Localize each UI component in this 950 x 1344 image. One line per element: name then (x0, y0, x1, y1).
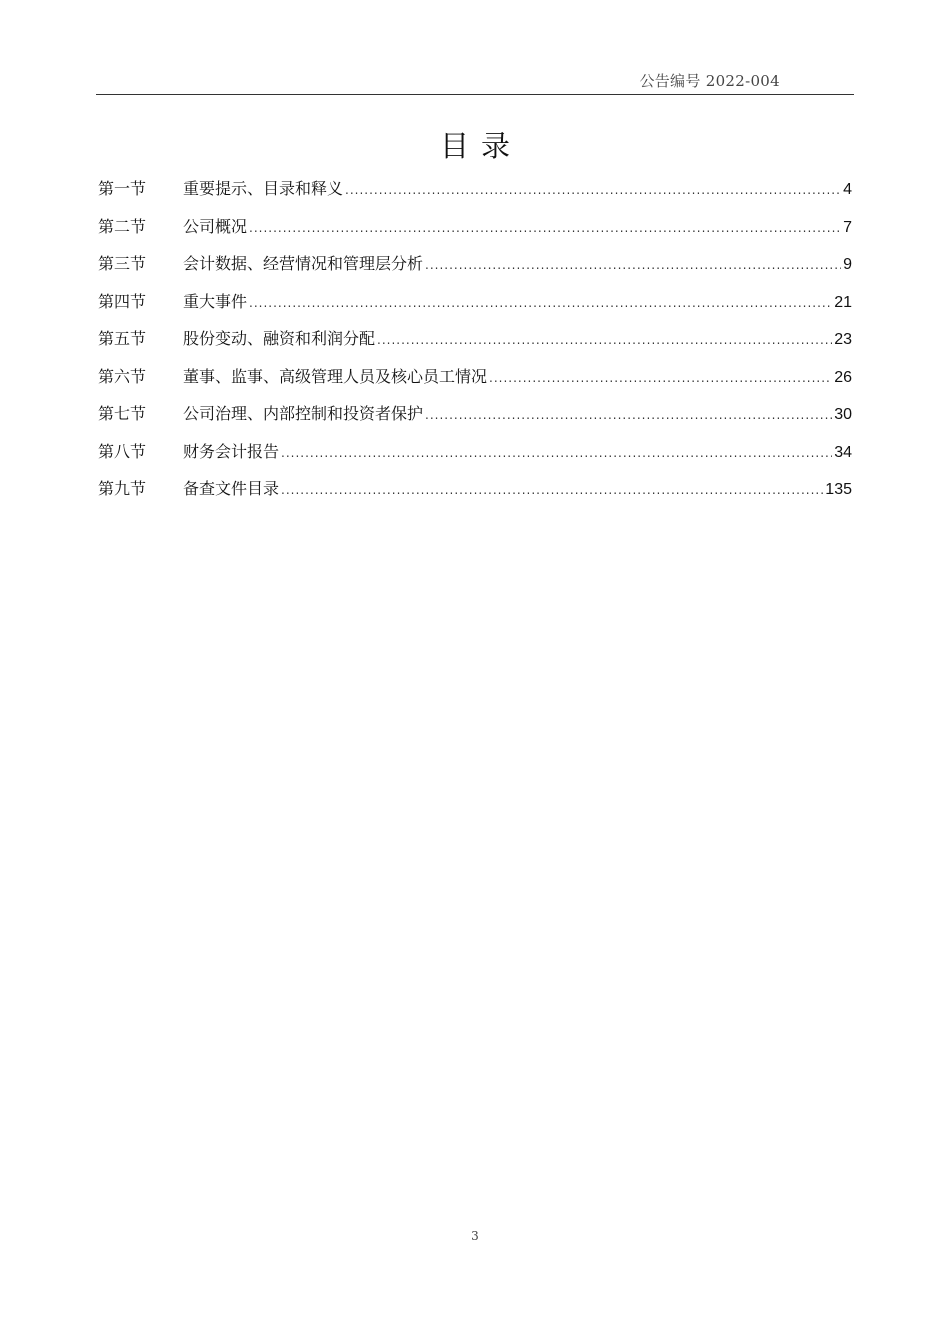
toc-section-label: 第四节 (98, 291, 147, 311)
toc-section-title: 公司治理、内部控制和投资者保护 (183, 404, 424, 423)
toc-page-number: 34 (834, 443, 852, 461)
toc-page-number: 135 (825, 481, 852, 498)
toc-leader-dots (489, 371, 832, 385)
toc-section-title: 公司概况 (183, 216, 248, 236)
toc-leader-dots (281, 446, 832, 460)
toc-section-label: 第五节 (98, 329, 147, 348)
toc-page-number: 9 (843, 256, 852, 273)
toc-section-label: 第三节 (98, 254, 147, 273)
toc-section-title: 会计数据、经营情况和管理层分析 (183, 254, 424, 273)
toc-title: 目录 (439, 129, 522, 163)
toc-leader-dots (281, 483, 823, 497)
toc-page-number: 30 (834, 406, 852, 423)
toc-section-title: 备查文件目录 (183, 479, 280, 498)
toc-leader-dots (249, 221, 841, 235)
toc-section-label: 第二节 (98, 216, 147, 236)
toc-entry-6[interactable] (98, 364, 852, 402)
toc-page-number: 23 (834, 331, 852, 348)
toc-entry-2[interactable] (98, 214, 852, 252)
toc-entry-3[interactable] (98, 251, 852, 289)
toc-leader-dots (425, 408, 832, 422)
toc-section-label: 第一节 (98, 179, 147, 198)
toc-section-title: 财务会计报告 (183, 441, 280, 461)
toc-entry-8[interactable] (98, 439, 852, 477)
toc-page-number: 7 (843, 218, 852, 236)
toc-entry-7[interactable] (98, 401, 852, 439)
toc-leader-dots (249, 296, 832, 310)
page-header (96, 66, 854, 95)
toc-leader-dots (345, 183, 841, 197)
toc-entry-1[interactable] (98, 176, 852, 214)
table-of-contents (98, 176, 852, 514)
toc-section-label: 第七节 (98, 404, 147, 423)
toc-section-label: 第九节 (98, 479, 147, 498)
toc-page-number: 21 (834, 293, 852, 311)
page-number: 3 (471, 1229, 479, 1243)
toc-section-label: 第八节 (98, 441, 147, 461)
toc-entry-4[interactable] (98, 289, 852, 327)
toc-section-title: 重要提示、目录和释义 (183, 179, 344, 198)
toc-entry-5[interactable] (98, 326, 852, 364)
toc-leader-dots (425, 258, 841, 272)
toc-section-title: 股份变动、融资和利润分配 (183, 329, 376, 348)
toc-entry-9[interactable] (98, 476, 852, 514)
toc-page-number: 4 (843, 181, 852, 198)
toc-page-number: 26 (834, 368, 852, 386)
toc-section-title: 重大事件 (183, 291, 248, 311)
toc-section-title: 董事、监事、高级管理人员及核心员工情况 (183, 366, 488, 386)
toc-leader-dots (377, 333, 832, 347)
toc-section-label: 第六节 (98, 366, 147, 386)
announcement-number: 公告编号 2022-004 (639, 72, 780, 90)
